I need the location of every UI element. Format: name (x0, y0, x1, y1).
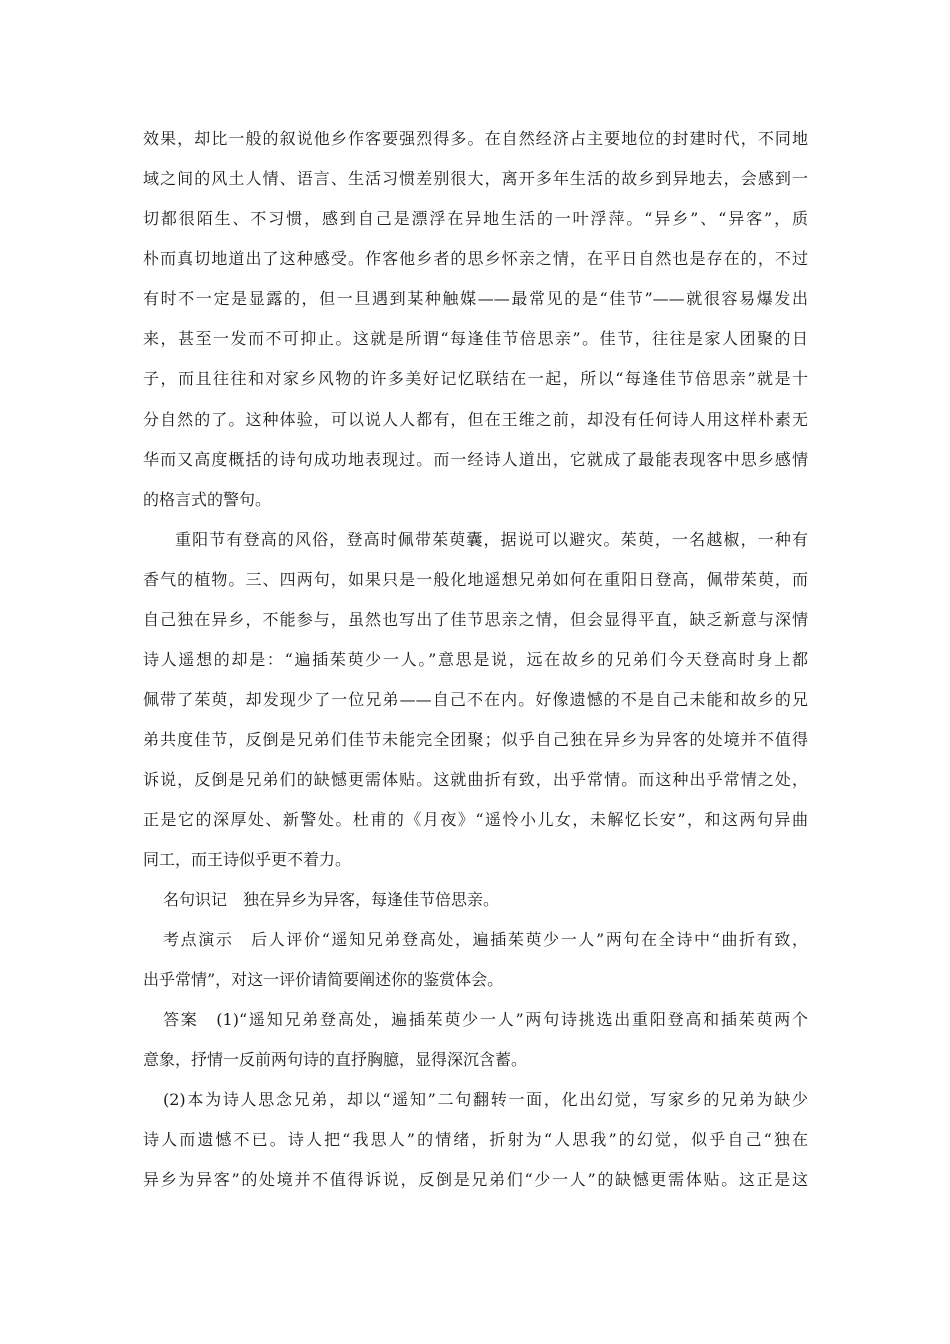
text-line: 自己独在异乡，不能参与，虽然也写出了佳节思亲之情，但会显得平直，缺乏新意与深情 (143, 610, 808, 629)
exam-question-line: 考点演示 后人评价“遥知兄弟登高处，遍插茱萸少一人”两句在全诗中“曲折有致， (163, 930, 808, 949)
answer-line: 异乡为异客”的处境并不值得诉说，反倒是兄弟们“少一人”的缺憾更需体贴。这正是这 (143, 1170, 808, 1189)
answer-line: 诗人而遗憾不已。诗人把“我思人”的情绪，折射为“人思我”的幻觉，似乎自己“独在 (143, 1130, 808, 1149)
text-line: 域之间的风土人情、语言、生活习惯差别很大，离开多年生活的故乡到异地去，会感到一 (143, 169, 808, 188)
answer-line: 答案 (1)“遥知兄弟登高处，遍插茱萸少一人”两句诗挑选出重阳登高和插茱萸两个 (163, 1010, 808, 1029)
text-line: 诗人遥想的却是：“遍插茱萸少一人。”意思是说，远在故乡的兄弟们今天登高时身上都 (143, 650, 808, 669)
text-line: 的格言式的警句。 (143, 490, 272, 509)
text-line: 来，甚至一发而不可抑止。这就是所谓“每逢佳节倍思亲”。佳节，往往是家人团聚的日 (143, 329, 808, 348)
famous-line-note: 名句识记 独在异乡为异客，每逢佳节倍思亲。 (163, 890, 500, 909)
text-line: 子，而且往往和对家乡风物的许多美好记忆联结在一起，所以“每逢佳节倍思亲”就是十 (143, 369, 808, 388)
answer-line: (2)本为诗人思念兄弟，却以“遥知”二句翻转一面，化出幻觉，写家乡的兄弟为缺少 (163, 1090, 808, 1109)
text-line: 切都很陌生、不习惯，感到自己是漂浮在异地生活的一叶浮萍。“异乡”、“异客”，质 (143, 209, 808, 228)
answer-line: 意象，抒情一反前两句诗的直抒胸臆，显得深沉含蓄。 (143, 1050, 528, 1069)
exam-question-line: 出乎常情”，对这一评价请简要阐述你的鉴赏体会。 (143, 970, 504, 989)
text-line: 诉说，反倒是兄弟们的缺憾更需体贴。这就曲折有致，出乎常情。而这种出乎常情之处， (143, 770, 808, 789)
text-line: 弟共度佳节，反倒是兄弟们佳节未能完全团聚；似乎自己独在异乡为异客的处境并不值得 (143, 730, 808, 749)
text-line: 佩带了茱萸，却发现少了一位兄弟——自己不在内。好像遗憾的不是自己未能和故乡的兄 (143, 690, 808, 709)
text-line: 香气的植物。三、四两句，如果只是一般化地遥想兄弟如何在重阳日登高，佩带茱萸，而 (143, 570, 808, 589)
text-line: 效果，却比一般的叙说他乡作客要强烈得多。在自然经济占主要地位的封建时代，不同地 (143, 129, 808, 148)
paragraph-start-line: 重阳节有登高的风俗，登高时佩带茱萸囊，据说可以避灾。茱萸，一名越椒，一种有 (175, 530, 808, 549)
text-line: 朴而真切地道出了这种感受。作客他乡者的思乡怀亲之情，在平日自然也是存在的，不过 (143, 249, 808, 268)
text-line: 华而又高度概括的诗句成功地表现过。而一经诗人道出，它就成了最能表现客中思乡感情 (143, 450, 808, 469)
text-line: 正是它的深厚处、新警处。杜甫的《月夜》“遥怜小儿女，未解忆长安”，和这两句异曲 (143, 810, 808, 829)
text-line: 有时不一定是显露的，但一旦遇到某种触媒——最常见的是“佳节”——就很容易爆发出 (143, 289, 808, 308)
text-line: 分自然的了。这种体验，可以说人人都有，但在王维之前，却没有任何诗人用这样朴素无 (143, 410, 808, 429)
text-line: 同工，而王诗似乎更不着力。 (143, 850, 352, 869)
